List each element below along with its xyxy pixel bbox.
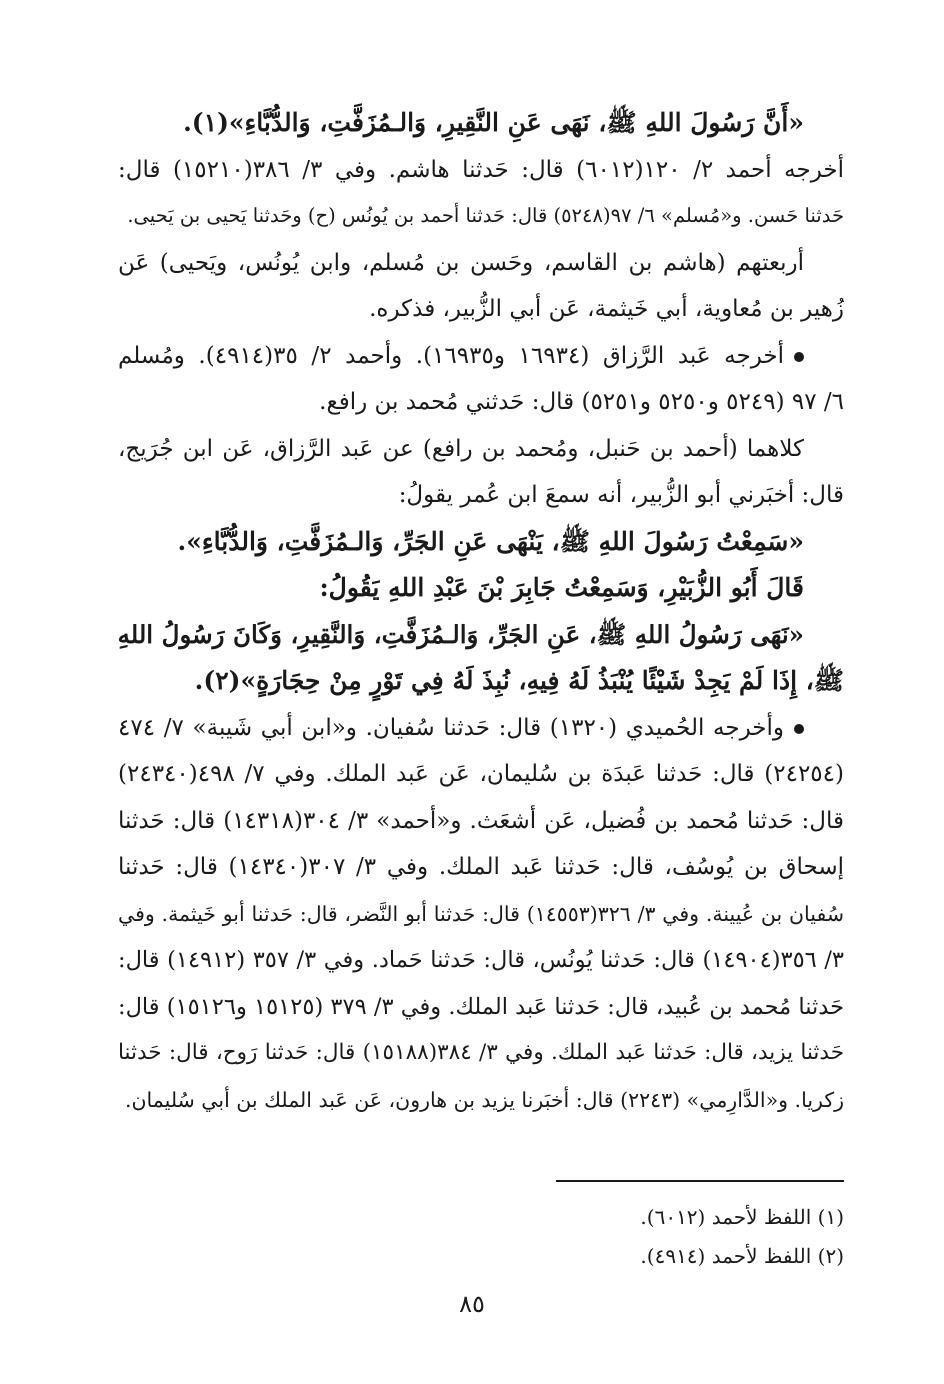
narrators-line: أربعتهم (هاشم بن القاسم، وحَسن بن مُسلم، وابن يُونُس، ويَحيى) عَن: [118, 249, 804, 276]
footnote: (١) اللفظ لأحمد (٦٠١٢).: [640, 1205, 844, 1229]
hadith-text-line: «سَمِعْتُ رَسُولَ اللهِ ﷺ، يَنْهَى عَنِ الجَرِّ، وَالـمُزَفَّتِ، وَالدُّبَّاءِ».: [177, 526, 804, 556]
takhrij-line: (٢٤٢٥٤) قال: حَدثنا عَبدَة بن سُليمان، عَن عَبد الملك. وفي ٧/ ٤٩٨(٢٤٣٤٠): [118, 761, 844, 787]
takhrij-bullet-line: [118, 333, 844, 380]
takhrij-line: ٣/ ٣٥٦(١٤٩٠٤) قال: حَدثنا يُونُس، قال: حَدثنا حَماد. وفي ٣/ ٣٥٧ (١٤٩١٢) قال:: [118, 947, 844, 973]
footnote: (٢) اللفظ لأحمد (٤٩١٤).: [640, 1244, 844, 1268]
narrators-line: زُهير بن مُعاوية، أبي خَيثمة، عَن أبي الزُّبير، فذكره.: [369, 296, 844, 322]
takhrij-line: حَدثنا حَسن. و«مُسلم» ٦/ ٩٧(٥٢٤٨) قال: حَدثنا أحمد بن يُونُس (ح) وحَدثنا يَحيى بن يَحيى.: [127, 204, 844, 227]
page-number: ٨٥: [459, 1290, 485, 1318]
takhrij-bullet-line: [118, 705, 844, 752]
hadith-text-line: «أَنَّ رَسُولَ اللهِ ﷺ، نَهَى عَنِ النَّقِيرِ، وَالـمُزَفَّتِ، وَالدُّبَّاءِ»(١).: [183, 108, 804, 137]
takhrij-line: أخرجه أحمد ٢/ ١٢٠(٦٠١٢) قال: حَدثنا هاشم. وفي ٣/ ٣٨٦(١٥٢١٠) قال:: [118, 156, 844, 183]
takhrij-bullet-text: وأخرجه الحُميدي (١٣٢٠) قال: حَدثنا سُفيان. و«ابن أبي شَيبة» ٧/ ٤٧٤: [118, 714, 784, 741]
footnotes: [118, 1198, 844, 1276]
takhrij-line: ٦/ ٩٧ (٥٢٤٩ و٥٢٥٠ و٥٢٥١) قال: حَدثني مُحمد بن رافع.: [319, 389, 844, 415]
hadith-text-line: قَالَ أَبُو الزُّبَيْرِ، وَسَمِعْتُ جَابِرَ بْنَ عَبْدِ اللهِ يَقُولُ:: [319, 573, 804, 602]
takhrij-line: حَدثنا يزيد، قال: حَدثنا عَبد الملك. وفي ٣/ ٣٨٤(١٥١٨٨) قال: حَدثنا رَوح، قال: حَدثنا: [118, 1040, 844, 1065]
narrators-line: كلاهما (أحمد بن حَنبل، ومُحمد بن رافع) عن عَبد الرَّزاق، عَن ابن جُرَيج،: [118, 435, 804, 462]
takhrij-line: زكريا. و«الدَّارِمي» (٢٢٤٣) قال: أخبَرنا يزيد بن هارون، عَن عَبد الملك بن أبي سُليمان.: [124, 1087, 844, 1112]
takhrij-line: إسحاق بن يُوسُف، قال: حَدثنا عَبد الملك. وفي ٣/ ٣٠٧(١٤٣٤٠) قال: حَدثنا: [118, 854, 844, 880]
takhrij-bullet-text: أخرجه عَبد الرَّزاق (١٦٩٣٤ و١٦٩٣٥). وأحمد ٢/ ٣٥(٤٩١٤). ومُسلم: [118, 342, 785, 369]
hadith-text-line: ﷺ، إِذَا لَمْ يَجِدْ شَيْئًا يُنْبَذُ لَهُ فِيهِ، نُبِذَ لَهُ فِي تَوْرٍ مِنْ حِجَارَةٍ»(٢).: [194, 666, 844, 695]
takhrij-line: قال: حَدثنا مُحمد بن فُضيل، عَن أشعَث. و«أحمد» ٣/ ٣٠٤(١٤٣١٨) قال: حَدثنا: [118, 807, 845, 834]
narrators-line: قال: أخبَرني أبو الزُّبير، أنه سمعَ ابن عُمر يقولُ:: [398, 482, 844, 508]
hadith-text-line: «نَهَى رَسُولُ اللهِ ﷺ، عَنِ الجَرِّ، وَالـمُزَفَّتِ، وَالنَّقِيرِ، وَكَانَ رَسُولُ اللهِ: [117, 619, 804, 649]
takhrij-line: سُفيان بن عُيينة. وفي ٣/ ٣٢٦(١٤٥٥٣) قال: حَدثنا أبو النَّضر، قال: حَدثنا أبو خَيثمة. وفي: [118, 901, 844, 926]
page-body: [118, 100, 844, 1123]
bullet-icon: [794, 352, 804, 362]
footnote-divider: [556, 1180, 844, 1182]
bullet-icon: [794, 724, 804, 734]
takhrij-line: حَدثنا مُحمد بن عُبيد، قال: حَدثنا عَبد الملك. وفي ٣/ ٣٧٩ (١٥١٢٥ و١٥١٢٦) قال:: [118, 993, 844, 1020]
